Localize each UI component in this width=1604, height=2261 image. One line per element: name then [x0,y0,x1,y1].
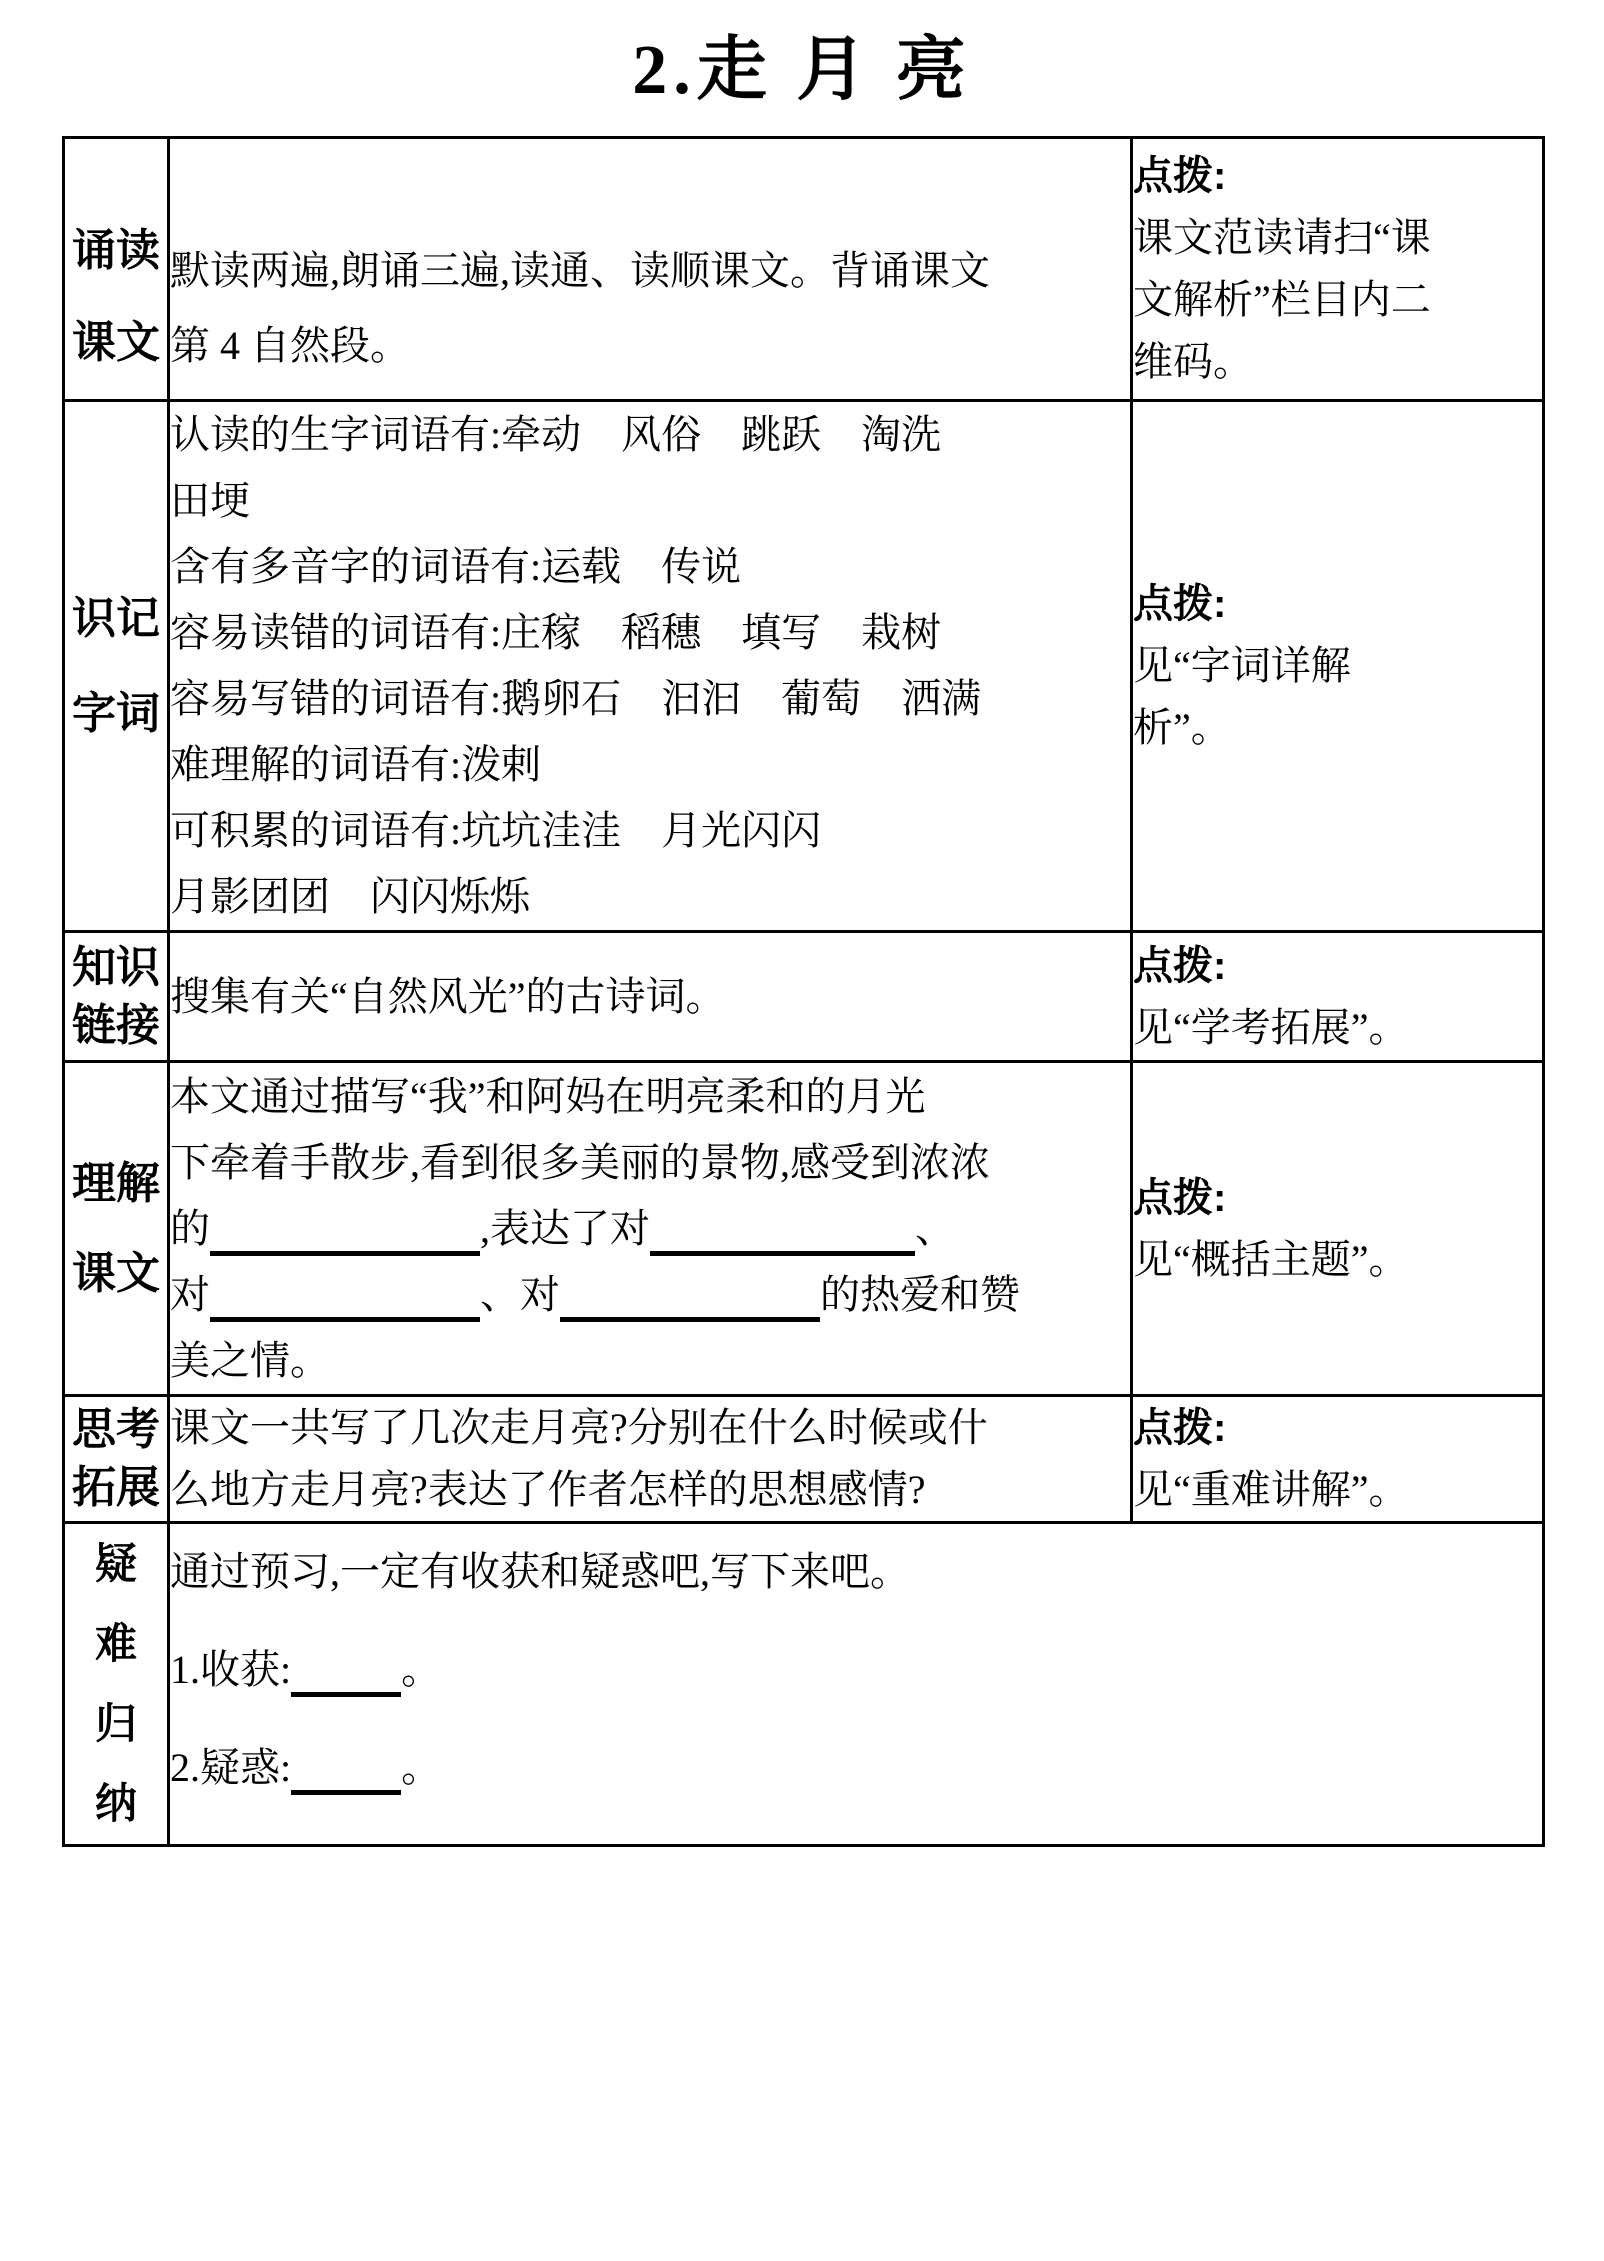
row-tip [1132,138,1544,401]
row-tip [1132,1062,1544,1396]
content-text: 、 [915,1205,955,1251]
content-line [170,233,1130,308]
content-text: 美之情。 [170,1337,330,1383]
content-text: 2.疑惑: [170,1745,292,1790]
content-text: 可积累的词语有:坑坑洼洼 月光闪闪 [170,808,822,853]
content-line [170,1196,1130,1262]
row-label-line: 归 [94,1700,137,1747]
row-label-line: 拓展 [72,1463,160,1512]
row-label [64,1396,169,1523]
content-text: 默读两遍,朗诵三遍,读通、读顺课文。背诵课文 [170,248,990,293]
row-label-line: 知识 [72,942,160,992]
tip-heading: 点拨: [1133,1175,1227,1220]
content-text: 田埂 [170,478,250,523]
content-text: 本文通过描写“我”和阿妈在明亮柔和的月光 [170,1073,926,1119]
content-line [170,1262,1130,1328]
row-label-line: 课文 [72,318,160,367]
tip-heading: 点拨: [1133,154,1227,198]
tip-line: 见“重难讲解”。 [1133,1467,1409,1512]
row-label-line: 链接 [72,1000,160,1050]
tip-line: 见“学考拓展”。 [1133,1004,1409,1050]
row-label-line: 诵读 [72,226,160,275]
row-label-line: 疑 [94,1540,137,1587]
content-text: 含有多音字的词语有:运载 传说 [170,544,742,589]
content-line [170,534,1130,600]
table-row [64,932,1544,1062]
tip-heading: 点拨: [1133,582,1227,626]
row-label-line: 理解 [72,1158,160,1208]
tip-heading: 点拨: [1133,1406,1227,1450]
content-text: 。 [401,1647,442,1692]
content-text: 1.收获: [170,1647,292,1692]
row-tip [1132,932,1544,1062]
content-line [170,964,1130,1030]
content-text: 通过预习,一定有收获和疑惑吧,写下来吧。 [170,1549,910,1594]
content-line [170,1064,1130,1130]
row-tip [1132,401,1544,932]
row-label-line: 识记 [72,594,160,643]
content-line [170,1459,1130,1521]
row-label [64,1523,169,1846]
fill-in-blank [291,1750,401,1795]
tip-line: 析”。 [1133,705,1231,750]
content-line [170,1130,1130,1196]
content-line [170,1397,1130,1459]
row-tip [1132,1396,1544,1523]
content-text: ,表达了对 [480,1205,650,1251]
page-title: 2.走 月 亮 [632,32,972,109]
tip-line: 文解析”栏目内二 [1133,277,1431,322]
row-label [64,401,169,932]
content-line [170,1740,1542,1796]
worksheet-table-rows [64,138,1544,1846]
row-content [169,932,1132,1062]
table-row [64,138,1544,401]
row-label-line: 难 [94,1620,137,1667]
content-line [170,1328,1130,1394]
content-text: 难理解的词语有:泼剌 [170,742,542,787]
content-line [170,1544,1542,1600]
row-content [169,401,1132,932]
row-content [169,1062,1132,1396]
tip-line: 维码。 [1133,339,1253,384]
tip-line: 见“字词详解 [1133,643,1351,688]
content-line [170,864,1130,930]
row-label-line: 字词 [72,689,160,738]
content-text: 容易写错的词语有:鹅卵石 汩汩 葡萄 洒满 [170,676,982,721]
content-text: 第 4 自然段。 [170,323,410,368]
table-row [64,401,1544,932]
tip-heading: 点拨: [1133,943,1227,988]
row-label [64,138,169,401]
content-line [170,1642,1542,1698]
fill-in-blank [291,1652,401,1697]
row-content [169,138,1132,401]
content-line [170,666,1130,732]
content-line [170,308,1130,383]
row-label [64,932,169,1062]
content-line [170,732,1130,798]
table-row [64,1062,1544,1396]
content-line [170,468,1130,534]
row-label [64,1062,169,1396]
fill-in-blank [210,1277,480,1322]
row-label-line: 思考 [72,1405,160,1454]
tip-line: 课文范读请扫“课 [1133,215,1431,260]
content-line [170,402,1130,468]
table-row [64,1396,1544,1523]
content-text: 课文一共写了几次走月亮?分别在什么时候或什 [170,1405,988,1450]
content-line [170,798,1130,864]
tip-line: 见“概括主题”。 [1133,1236,1409,1282]
fill-in-blank [650,1211,915,1256]
fill-in-blank [560,1277,820,1322]
content-text: 么地方走月亮?表达了作者怎样的思想感情? [170,1467,926,1512]
content-text: 搜集有关“自然风光”的古诗词。 [170,973,726,1019]
row-label-line: 纳 [94,1780,137,1827]
row-content [169,1523,1544,1846]
content-text: 的 [170,1205,210,1251]
content-text: 。 [401,1745,442,1790]
content-text: 的热爱和赞 [820,1271,1020,1317]
content-text: 对 [170,1271,210,1317]
content-text: 、对 [480,1271,560,1317]
fill-in-blank [210,1211,480,1256]
content-text: 月影团团 闪闪烁烁 [170,874,530,919]
worksheet-table [62,136,1545,1847]
row-content [169,1396,1132,1523]
content-line [170,600,1130,666]
content-text: 认读的生字词语有:牵动 风俗 跳跃 淘洗 [170,412,942,457]
content-text: 下牵着手散步,看到很多美丽的景物,感受到浓浓 [170,1139,990,1185]
table-row [64,1523,1544,1846]
content-text: 容易读错的词语有:庄稼 稻穗 填写 栽树 [170,610,942,655]
row-label-line: 课文 [72,1248,160,1298]
